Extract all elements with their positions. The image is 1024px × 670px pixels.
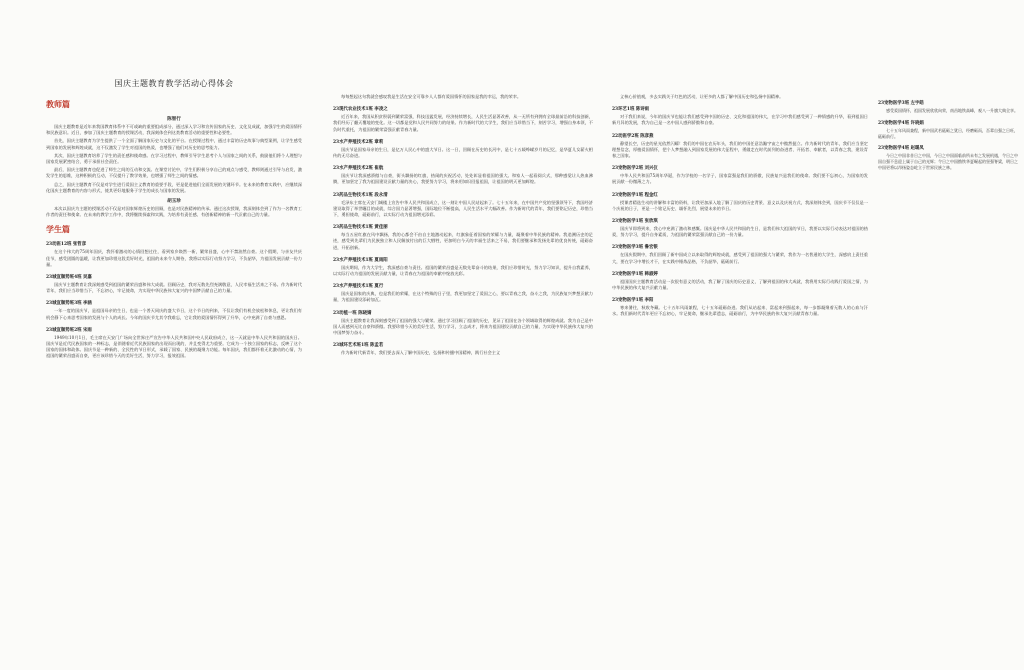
- paragraph: 国庆节让我深感骄傲与自豪，街头飘扬的红旗，热闹的庆祝活动，处处彰显着祖国的强大。和家人一起看阅兵式，那种感觉让人热血沸腾，更加坚定了我为祖国建设贡献力量的决心，我要努力学习，将来用知识回报祖国，让祖国的明天更加辉煌。: [333, 173, 593, 185]
- paragraph: 国庆期间，作为大学生，我深感自豪与责任。祖国的繁荣昌盛是无数先辈奋斗的结果，我们应珍惜时光，努力学习知识，提升自我素养，以实际行动为祖国的发展贡献力量，让青春在为祖国的奉献中绽放光彩。: [333, 264, 593, 277]
- paragraph: 国庆主题教育是近年来我国教育体系中不可或缺的重要组成部分，通过深入学习和宣传国家的历史、文化及成就，加强学生的爱国情怀和民族意识。近日，参加了国庆主题教育的授课活动，我深刻体会到这类教育活动的重要性和必要性。: [46, 124, 302, 136]
- article-head: 23现代农业技术1班 李凌之: [333, 107, 388, 113]
- column-3: [612, 94, 868, 670]
- paragraph: 1949年10月1日，毛主席在天安门广场向全世界庄严宣告中华人民共和国中央人民政府成立，这一天就是中华人民共和国的国庆日。国庆节是近代民族国家的一种标志，是伴随着近代民族国家的出现而出现的，并且变得尤为重要。它成为一个独立国家的标志，反映了这个国家的国体和政体。国庆节是一种新的、全民性的节日形式，承载了国家、民族的凝聚力功能。每年国庆，我们都怀着无比激动的心情，为祖国的繁荣昌盛而自豪，更应该珍惜今天的美好生活，努力学习，报效祖国。: [46, 334, 302, 359]
- paragraph: 毛泽东主席在天安门城楼上宣告中华人民共和国成立，这一刻让中国人民站起来了。七十五年来，在中国共产党的坚强领导下，我国经济建设取得了举世瞩目的成就，综合国力显著增强，国际地位不断提高，人民生活水平大幅改善。作为新时代的青年，我们要铭记历史，珍惜当下，勇担使命，砥砺前行，以实际行动为祖国增光添彩。: [333, 199, 593, 218]
- article-head: 23水产养殖技术2班 崔航: [333, 166, 384, 172]
- paragraph: 总之，国庆主题教育不仅是对学生进行爱国主义教育的重要手段，更是促进他们全面发展的关键环节。在未来的教育实践中，应继续深化国庆主题教育的内容与形式，使其更好地服务于学生的成长与国家的发展。: [46, 181, 302, 193]
- article-head: 23宠物医学2班 刘兴仪: [612, 166, 658, 172]
- paragraph: 国庆节是国家母亲的生日，是亿万人民心中的盛大节日。这一日，回顾在历史的长河中，是七十五载峥嵘岁月的记忆，是华夏儿女薪火相传的无尽奋进。: [333, 146, 593, 159]
- student-article-head: 23动医12班 张哲彦: [46, 242, 87, 248]
- paragraph: 今日之中国非昔日之中国，今日之中国面临前所未有之发展机遇，令日之中国自强不息迎上属于自己的光辉；令日之中国撸铁华夏崛起的坚强脊梁，明日之中国更将以昂扬姿态屹立于世界民族之林。: [878, 153, 1018, 170]
- paragraph: 本次以国庆为主题的授课活动不仅是对国家辉煌历史的回顾，也是对民族精神的传承。通过这次授课，我深刻体会到了作为一名教育工作者的责任和使命。在未来的教学工作中，我将继续探索和实践，为培养有责任感、有创新精神的新一代贡献自己的力量。: [46, 206, 302, 218]
- article-head: 23动植一班 陈晓婧: [333, 310, 372, 316]
- paragraph: 授课者精选生动的讲解和丰富的资料，让我更加深入地了解了国庆的历史背景、意义以及庆祝方式，我深刻体会到，国庆节不仅仅是一个庆祝的日子，更是一个铭记历史、缅怀先烈、展望未来的节日。: [612, 199, 868, 211]
- paragraph: 每当五星红旗在风中飘扬，我的心都会不由自主地激动起来，红旗象征着国家的荣耀与力量，凝聚着中华民族的精神。我追溯历史的足迹，感受到先辈们为民族独立和人民解放付出的巨大牺牲，更加明白今天的幸福生活来之不易，我们要继承和发扬先辈的优良传统，砥砺奋进，开拓创新。: [333, 232, 593, 250]
- paragraph: 国庆是国家的庆典，也是我们的荣耀，在这个特殊的日子里，我更加坚定了爱国之心，要以青春之我，奋斗之我，为民族复兴梦想贡献力量，为祖国建设添砖加瓦。: [333, 291, 593, 303]
- paragraph: 在国庆假期中，我们回顾了新中国成立以来取得的辉煌成就，感受到了祖国的强大与繁荣，我作为一名普通的大学生，深感肩上责任重大，要在学习中增长才干，在实践中锤炼品格，不负韶华，砥砺前行。: [612, 252, 868, 264]
- article-head: 23宠物医学3班 鲁宏银: [612, 245, 658, 251]
- article-head: 23药品生物技术1班 黄佳丽: [333, 225, 388, 231]
- paragraph: 近百年来，我国从积贫积弱到繁荣富强，科技迅猛发展，经济持续增长，人民生活显著改善，从一无所有到拥有全球最前沿的科技创新，我们经历了翻天覆地的变化。这一切都是党和人民共同努力的结果。作为新时代的大学生，我们应当珍惜当下，刻苦学习，增强自身本领，不负时代重托，为祖国的繁荣富强贡献青春力量。: [333, 114, 593, 132]
- paragraph: 其次，国庆主题教育培养了学生的责任感和使命感。在学习过程中，教师引导学生思考个人与国家之间的关系，鼓励他们将个人理想与国家发展紧密结合，勇于承担社会责任。: [46, 152, 302, 165]
- column-1: [46, 78, 302, 654]
- document-title: 国庆主题教育教学活动心得体会: [114, 79, 234, 88]
- paragraph: 一年一度的国庆节，是祖国母亲的生日，也是一个普天同庆的盛大节日，这个节日的到来，不仅让我们有机会放松和休息，更让我们有机会静下心来思考国家的发展与个人的成长。今年的国庆节尤其令我难忘，它让我的爱国情怀得到了升华，心中充满了自豪与感恩。: [46, 308, 302, 320]
- column-2: [333, 94, 593, 670]
- paragraph: 对于我们来说，今年的国庆节也能让我们感受到中国的历史、文化和祖国的伟大，在学习中我们感受到了一种情感的升华，看到祖国日新月异的发展，我为自己是一名中国人感到骄傲和自豪。: [612, 114, 868, 126]
- paragraph: 国庆节即将到来，我心中充满了激动和感慨。国庆是中华人民共和国的生日，是我们伟大祖国的节日，我要以实际行动表达对祖国的热爱，努力学习，提升自身素质，为祖国的繁荣富强贡献自己的一份力量。: [612, 226, 868, 238]
- teacher-article-2-title: 胡玉珍: [167, 199, 181, 205]
- paragraph: 国庆节主题教育让我深刻感受到祖国的繁荣昌盛和伟大成就。回顾历史，我对无数先烈充满敬意，人民幸福生活来之不易。作为新时代青年，我们应当珍惜当下，不忘初心，牢记使命，为实现中华民族伟大复兴的中国梦贡献自己的力量。: [46, 282, 302, 294]
- article-head: 23城环艺术班1班 陈孟若: [333, 343, 384, 349]
- paragraph: 最后，国庆主题教育也促进了师生之间的互动和交流。在课堂讨论中，学生们积极分享自己的观点与感受，教师则通过引导与启发，激发学生的思维，这种积极的互动，不仅提升了教学效果，也增强了师生之间的情感。: [46, 167, 302, 179]
- paragraph: 七十五年风雨兼程，新中国武若砥砺之犹日，经磨砺而，吾辈自强之日旺，砥砺前行。: [878, 127, 1018, 139]
- article-head: 22动医学2班 陈彦燕: [612, 133, 654, 139]
- teacher-section-title: 教师篇: [46, 99, 70, 109]
- paragraph: 祖国国庆主题教育活动是一次很有意义的活动，我了解了国庆的历史意义，了解到祖国的伟大成就，我将用实际行动践行爱国之情，为中华民族的伟大复兴贡献力量。: [612, 278, 868, 291]
- paragraph: 义核心价值观，多去实践关于红色的活动，让更多的人都了解中国历史和弘扬中国精神。: [620, 94, 784, 99]
- article-head: 23宠物医学4班 赵璐凤: [878, 146, 924, 152]
- article-head: 23宠物医学1班 程金红: [612, 192, 658, 198]
- paragraph: 每每想起这句我就会感叹我是生活在安全可靠多人人都有爱国情怀的国家是我的幸运，我的荣幸。: [341, 94, 522, 99]
- student-section-title: 学生篇: [46, 224, 70, 235]
- article-head: 23宠物医学3班 左宇皓: [878, 101, 924, 106]
- paragraph: 作为新时代新青年，我们要去深入了解中国历史，弘扬和传播中国精神，践行社会主义: [341, 350, 501, 356]
- paragraph: 静望长空，历史的星光依然闪耀！我们的中国在农历年头，我们的中国任意浩瀚宇宙之中傲然挺立。作为新时代的青年，我们应当坚定理想信念，厚植爱国情怀，把个人梦想融入到国家发展的伟大征程中，勇做走在时代前列的奋进者、开拓者、奉献者，以青春之我，建设青春之国家。: [612, 140, 868, 159]
- paragraph: 寒来暑往，秋收冬藏。七十五年风雨兼程，七十五年砥砺奋进。我们从站起来、富起来到强起来，每一步都凝聚着无数人的心血与汗水。我们新时代青年更应不忘初心，牢记使命，继承先辈遗志，砥砺前行，为中华民族的伟大复兴贡献青春力量。: [612, 305, 868, 317]
- article-head: 23环艺1班 陈诗雨: [612, 107, 650, 113]
- column-4: [878, 94, 1018, 670]
- student-article-head: 23城宣顺势班2班 宋雨: [46, 327, 92, 333]
- article-head: 23水产养殖技术1班 夏雨阳: [333, 257, 388, 263]
- article-head: 23宠物医学1班 张欣琪: [612, 219, 658, 225]
- article-head: 23宠物医学1班 李阳: [612, 298, 654, 304]
- article-head: 23水产养殖技术2班 章莉: [333, 139, 384, 145]
- paragraph: 在这个伟大的75周年国庆，我怀着激动的心情回想过往，看到家乡焕然一新，繁荣昌盛，心中不禁油然自豪。这个假期，与亲友共庆佳节，感受团圆的温暖，让我更加珍惜这段美好时光，祖国的未来令人期待，我将以实际行动努力学习，不负韶华，为祖国发展贡献一份力量。: [46, 249, 302, 267]
- article-head: 23宠物医学4班 许晓娟: [878, 120, 924, 126]
- student-article-head: 23城宣顺势班4班 吴嘉: [46, 275, 92, 281]
- paragraph: 感受爱国情怀，祖国发展欣欣向荣，南昌地铁高峰，观八一升旗大典全享。: [886, 108, 1018, 113]
- student-article-head: 23城宣顺势班3班 李涵: [46, 301, 92, 307]
- article-head: 23宠物医学1班 韩淑婷: [612, 271, 658, 277]
- paragraph: 国庆主题教育让我深刻感受到了祖国的强大与繁荣。通过学习回顾了祖国的历史，见证了祖国在各个领域取得的辉煌成就。我为自己是中国人而感到无比自豪和骄傲。我要珍惜今天的美好生活，努力学习，立志成才，将来为祖国建设贡献自己的力量，为实现中华民族伟大复兴的中国梦努力奋斗。: [333, 317, 593, 336]
- article-head: 23水产养殖技术1班 夏行: [333, 284, 384, 290]
- teacher-article-1-title: 陈智行: [167, 117, 181, 122]
- paragraph: 首先，国庆主题教育为学生提供了一个全面了解国家历史与文化的平台。在授课过程中，通过丰富的历史故事与典型案例，让学生感受到国家的发展和辉煌成就，这不仅激发了学生对祖国的热爱，也增强了他们对历史的思考能力。: [46, 138, 302, 150]
- paragraph: 中华人民共和国75周年华诞，作为学校的一名学子，国家富强是我们的骄傲，民族复兴是我们的使命。我们要不忘初心，为国家的发展贡献一份微薄之力。: [612, 173, 868, 185]
- article-head: 23药品生物技术1班 段永清: [333, 192, 388, 198]
